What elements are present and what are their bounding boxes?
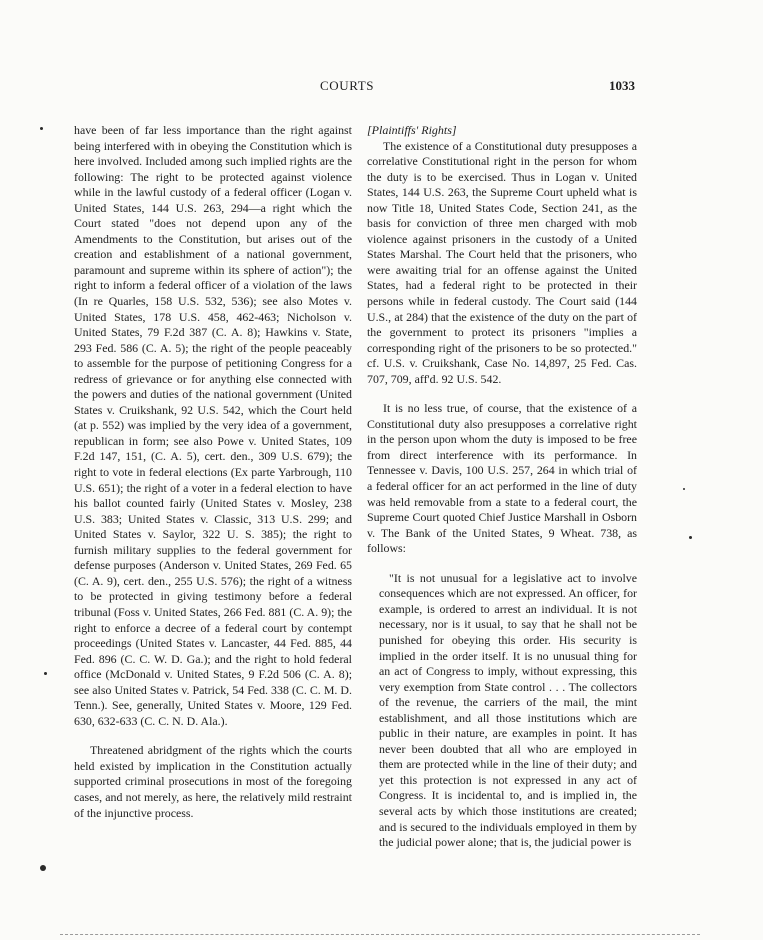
scan-dot-mark [40, 865, 46, 871]
right-paragraph-correlative-right: It is no less true, of course, that the existence of a Constitutional duty also presupposes a correlative right in the person upon whom the duty is imposed to be free from direct interference with its performance. In Tennessee v. Davis, 100 U.S. 257, 264 in which trial of a federal officer for an act performed in the line of duty was held removable from a state to a federal court, the Supreme Court quoted Chief Justice Marshall in Osborn v. The Bank of the United States, 9 Wheat. 738, as follows: [367, 401, 637, 556]
left-column [74, 123, 352, 821]
scan-dot-mark [44, 672, 47, 675]
page-number: 1033 [609, 78, 635, 93]
right-column [367, 123, 637, 851]
scan-dot-mark [689, 536, 692, 539]
right-paragraph-constitutional-duty: The existence of a Constitutional duty presupposes a correlative Constitutional right in the person for whom the duty is to be exercised. Thus in Logan v. United States, 144 U.S. 263, the Supreme Court upheld what is now Title 18, United States Code, Section 241, as the basis for conviction of three men charged with mob violence against prisoners in the custody of a United States Marshal. The Court held that the prisoners, who were awaiting trial for an offense against the United States, had a federal right to be protected in their persons while in federal custody. The Court said (144 U.S., at 284) that the existence of the duty on the part of the government to protect its prisoners "implies a corresponding right of the prisoners to be so protected." cf. U.S. v. Cruikshank, Case No. 14,897, 25 Fed. Cas. 707, 709, aff'd. 92 U.S. 542. [367, 138, 637, 386]
left-paragraph-threatened-abridgment: Threatened abridgment of the rights which the courts held existed by implication in the Constitution actually supported criminal prosecutions in most of the foregoing cases, and not merely, as here, the relatively mild restraint of the injunctive process. [74, 743, 352, 820]
left-paragraph-continued: have been of far less importance than the right against being interfered with in obeying the Constitution which is here involved. Included among such implied rights are the following: The right to be protected against violence while in the lawful custody of a federal officer (Logan v. United States, 144 U.S. 263, 294—a right which the Court stated "does not depend upon any of the Amendments to the Constitution, but arises out of the creation and establishment of a national government, paramount and supreme within its sphere of action"); the right to inform a federal officer of a violation of the laws (In re Quarles, 158 U.S. 532, 536); see also Motes v. United States, 178 U.S. 458, 462-463; Nicholson v. United States, 79 F.2d 387 (C. A. 8); Hawkins v. State, 293 Fed. 586 (C. A. 5); the right of the people peaceably to assemble for the purpose of petitioning Congress for a redress of grievance or for anything else connected with the powers and duties of the national government (United States v. Cruikshank, 92 U.S. 542, which the Court held (at p. 552) was implied by the very idea of a government, republican in form; see also Powe v. United States, 109 F.2d 147, 151, (C. A. 5), cert. den., 309 U.S. 679); the right to vote in federal elections (Ex parte Yarbrough, 110 U.S. 651); the right of a voter in a federal election to have his ballot counted fairly (United States v. Mosley, 238 U.S. 383; United States v. Classic, 313 U.S. 299; and United States v. Saylor, 322 U. S. 385); the right to furnish military supplies to the federal government for defense purposes (Anderson v. United States, 269 Fed. 65 (C. A. 9), cert. den., 255 U.S. 576); the right of a witness to be protected in giving testimony before a federal tribunal (Foss v. United States, 266 Fed. 881 (C. A. 9); the right to enforce a decree of a federal court by contempt proceedings (United States v. Lancaster, 44 Fed. 885, 44 Fed. 896 (C. C. W. D. Ga.); and the right to hold federal office (McDonald v. United States, 9 F.2d 506 (C. A. 8); see also United States v. Patrick, 54 Fed. 338 (C. C. M. D. Tenn.). See, generally, United States v. Moore, 129 Fed. 630, 632-633 (C. C. N. D. Ala.). [74, 123, 352, 728]
scan-bottom-edge [60, 934, 700, 935]
section-heading: [Plaintiffs' Rights] [367, 123, 457, 137]
scan-dot-mark [683, 488, 685, 490]
scan-dot-mark [40, 127, 43, 130]
running-title: COURTS [320, 78, 375, 93]
running-head [0, 78, 763, 96]
block-quote-marshall: "It is not unusual for a legislative act to involve consequences which are not expressed. An officer, for example, is ordered to arrest an individual. It is not necessary, nor is it usual, to say that he shall not be punished for obeying this order. His security is implied in the order itself. It is no unusual thing for an act of Congress to imply, without expressing, this very exemption from State control . . . The collectors of the revenue, the carriers of the mail, the mint establishment, and all those institutions which are public in their nature, are examples in point. It has never been doubted that all who are employed in them are protected while in the line of their duty; and yet this protection is not expressed in any act of Congress. It is incidental to, and is implied in, the several acts by which those institutions are created; and is secured to the individuals employed in them by the judicial power alone; that is, the judicial power is [379, 570, 637, 850]
